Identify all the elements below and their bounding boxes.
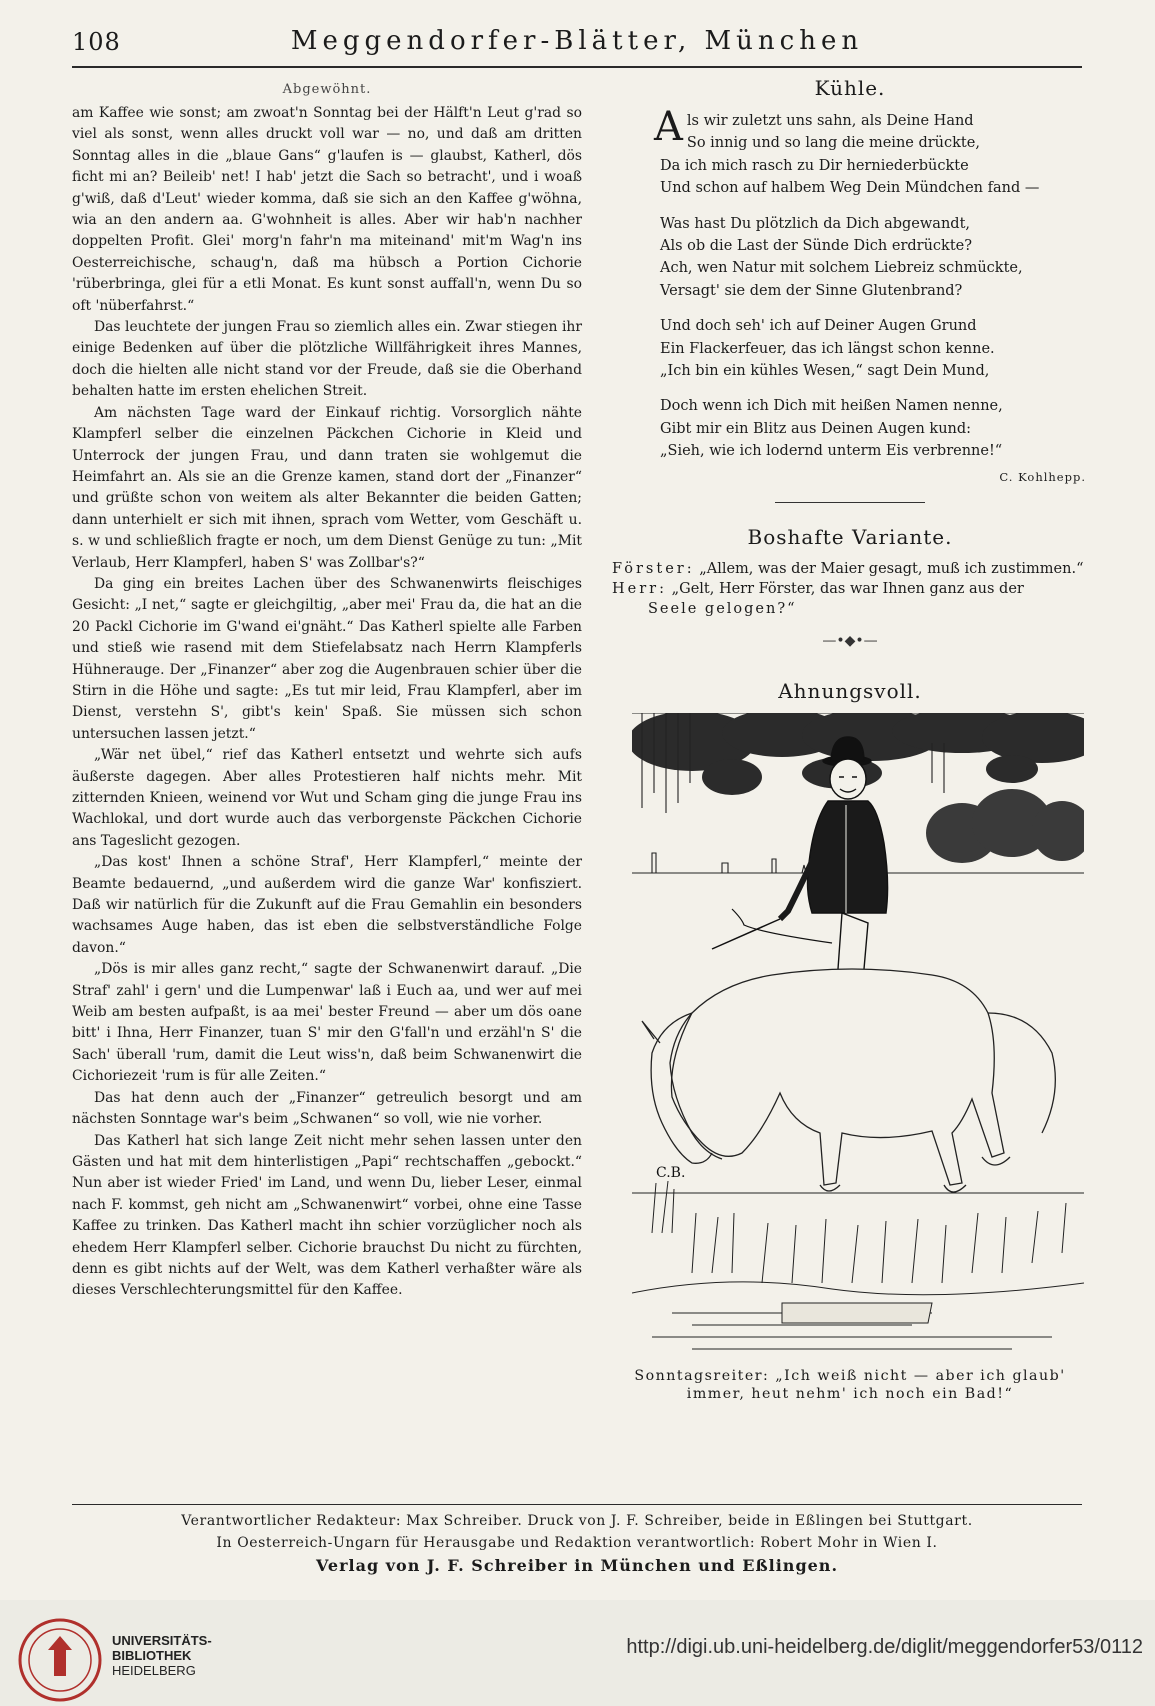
story-paragraph: Da ging ein breites Lachen über des Schwanenwirts fleischiges Gesicht: „I net,“ sagte er gleichgiltig, „aber mei' Frau da, die hat an die 20 Packl Cichorie im G'wand ei'gnäht.“ Das Katherl spielte alle Farben und stieß wie rasend mit dem Stiefelabsatz nach Herrn Klampferls Hühnerauge. Der „Finanzer“ aber zog die Augenbrauen schier über die Stirn in die Höhe und sagte: „Es tut mir leid, Frau Klampferl, aber im Dienst, verstehn S', gibt's kein' Spaß. Sie müssen sich schon untersuchen lassen jetzt.“ [72,575,582,742]
university-seal-icon [14,1614,106,1706]
story-paragraph: Das hat denn auch der „Finanzer“ getreulich besorgt und am nächsten Sonntage war's beim „Schwanen“ so voll, wie nie vorher. [72,1089,582,1128]
poem-line: Und doch seh' ich auf Deiner Augen Grund [660,318,977,335]
poem-line: Und schon auf halbem Weg Dein Mündchen fand — [660,180,1040,197]
header-rule [72,66,1082,68]
poem-author: C. Kohlhepp. [999,469,1086,484]
caption-line: immer, heut nehm' ich noch ein Bad!“ [686,1385,1014,1402]
dialog-line [612,579,1088,619]
poem-stanza [660,315,1088,382]
cartoon-caption [612,1367,1088,1403]
library-name-line: BIBLIOTHEK [112,1648,192,1663]
page-number: 108 [72,28,121,56]
story-paragraph: am Kaffee wie sonst; am zwoat'n Sonntag bei der Hälft'n Leut g'rad so viel als sonst, wenn alles druckt voll war — no, und daß am dritten Sonntag alles in die „blaue Gans“ g'laufen is — glaubst, Katherl, dös ficht mi an? Beileib' net! I hab' jetzt die Sach so betracht', und i woaß g'wiß, daß d'Leut' wieder komma, daß sie sich an den Kaffee g'wöhna, wia an den andern aa. G'wohnheit is alles. Aber wir hab'n nachher doppelten Profit. Glei' morg'n fahr'n ma miteinand' mit'm Wag'n ins Oesterreichische, schaug'n, daß ma hübsch a Portion Cichorie 'rüberbringa, glei für a etli Monat. Es kunt sonst auffall'n, wenn Du so oft 'nüberfahrst.“ [72,105,582,314]
variant-dialog [612,559,1088,619]
poem-kuehle [612,76,1088,503]
caption-line: Sonntagsreiter: „Ich weiß nicht — aber ich glaub' [634,1367,1066,1384]
story-paragraph: „Wär net übel,“ rief das Katherl entsetzt und wehrte sich aufs äußerste dagegen. Aber alles Protestieren half nichts mehr. Mit zitternden Knieen, weinend vor Wut und Scham ging die junge Frau ins Wachlokal, und dort wurde auch das verborgenste Päckchen Cichorie ans Tageslicht gezogen. [72,747,582,849]
speaker-label: Förster: [612,560,695,577]
drop-cap: A [654,104,683,150]
library-name-line: HEIDELBERG [112,1663,196,1678]
dialog-line [612,559,1088,579]
source-url-link[interactable]: http://digi.ub.uni-heidelberg.de/diglit/meggendorfer53/0112 [626,1636,1143,1658]
poem-stanza [654,104,1088,200]
poem-title: Kühle. [814,76,886,100]
horse-rider-drawing [632,713,1084,1361]
poem-stanza [660,213,1088,303]
poem-line: „Ich bin ein kühles Wesen,“ sagt Dein Mund, [660,363,990,380]
story-paragraph: Das Katherl hat sich lange Zeit nicht mehr sehen lassen unter den Gästen und hat mit dem hinterlistigen „Papi“ rechtschaffen „gebockt.“ Nun aber ist wieder Fried' im Land, und wenn Du, lieber Leser, einmal nach F. kommst, geh nicht am „Schwanenwirt“ vorbei, ohne eine Tasse Kaffee zu trinken. Das Katherl macht ihn schier vorzüglicher noch als ehedem Herr Klampferl selber. Cichorie brauchst Du nicht zu fürchten, denn es gibt nichts auf der Welt, was dem Katherl verhaßter wäre als dieses Verschlechterungsmittel für den Kaffee. [72,1132,582,1299]
imprint [72,1510,1082,1578]
poem-line: Was hast Du plötzlich da Dich abgewandt, [660,215,971,232]
poem-line: Gibt mir ein Blitz aus Deinen Augen kund: [660,420,972,437]
story-text [72,103,582,1302]
cartoon-section [612,679,1088,1403]
imprint-line: In Oesterreich-Ungarn für Herausgabe und Redaktion verantwortlich: Robert Mohr in Wien I. [216,1535,938,1551]
right-column [612,70,1088,1403]
story-paragraph: Das leuchtete der jungen Frau so ziemlich alles ein. Zwar stiegen ihr einige Bedenken auf über die plötzliche Willfährigkeit ihres Mannes, doch die hielten alle nicht stand vor der Freude, daß sie die Oberhand behalten hatte im ersten ehelichen Streit. [72,319,582,400]
poem-line: Da ich mich rasch zu Dir herniederbückte [660,157,969,174]
variant-title: Boshafte Variante. [747,524,953,549]
story-paragraph: Am nächsten Tage ward der Einkauf richtig. Vorsorglich nähte Klampferl selber die einzelnen Päckchen Cichorie in Kleid und Unterrock der jungen Frau, und dann traten sie wohlgemut die Heimfahrt an. Als sie an die Grenze kamen, stand dort der „Finanzer“ und grüßte schon von weitem als alter Bekannter die beiden Gatten; dann unterhielt er sich mit ihnen, sprach vom Wetter, vom Geschäft u. s. w und schließlich fragte er noch, um dem Dienst Genüge zu tun: „Mit Verlaub, Herr Klampferl, haben S' was Zollbar's?“ [72,404,582,571]
page-header [72,24,1082,64]
poem-line: Ach, wen Natur mit solchem Liebreiz schmückte, [660,260,1023,277]
speaker-label: Herr: [612,580,667,597]
artist-signature: C.B. [656,1164,686,1181]
dialog-text: „Gelt, Herr Förster, das war Ihnen ganz aus der [671,580,1024,597]
story-running-title: Abgewöhnt. [282,82,372,97]
library-name-line: UNIVERSITÄTS- [112,1633,212,1648]
poem-line: Als ob die Last der Sünde Dich erdrückte? [660,238,973,255]
poem-line: Ein Flackerfeuer, das ich längst schon kenne. [660,340,995,357]
poem-line: „Sieh, wie ich lodernd unterm Eis verbrenne!“ [660,443,1003,460]
dialog-text-continued: Seele gelogen?“ [648,600,797,617]
page-title: Meggendorfer-Blätter, München [290,26,864,56]
section-divider [775,502,925,503]
poem-line: Doch wenn ich Dich mit heißen Namen nenne, [660,398,1003,415]
imprint-line: Verantwortlicher Redakteur: Max Schreiber. Druck von J. F. Schreiber, beide in Eßlingen bei Stuttgart. [181,1513,973,1529]
ornament-divider: —•◆•— [822,632,878,649]
publisher-line: Verlag von J. F. Schreiber in München und Eßlingen. [315,1556,839,1575]
cartoon-title: Ahnungsvoll. [778,678,922,703]
story-column [72,78,582,1302]
library-name [112,1633,212,1678]
dialog-text: „Allem, was der Maier gesagt, muß ich zustimmen.“ [699,560,1084,577]
story-paragraph: „Das kost' Ihnen a schöne Straf', Herr Klampferl,“ meinte der Beamte bedauernd, „und außerdem wird die ganze War' konfisziert. Daß wir natürlich für die Zukunft auf die Frau Gemahlin ein besonders wachsames Auge haben, das ist eben die selbstverständliche Folge davon.“ [72,854,582,956]
poem-stanza [660,395,1088,462]
poem-line: So innig und so lang die meine drückte, [686,135,980,152]
story-paragraph: „Dös is mir alles ganz recht,“ sagte der Schwanenwirt darauf. „Die Straf' zahl' i gern' und die Lumpenwar' laß i Euch aa, und wer auf mei Weib am besten aufpaßt, is aa mei' bester Freund — aber um dös oane bitt' i Ihna, Herr Finanzer, tuan S' mir den G'fall'n und erzähl'n S' die Sach' überall 'rum, damit die Leut wiss'n, daß beim Schwanenwirt die Cichoriezeit 'rum is für alle Zeiten.“ [72,961,582,1085]
footer-rule [72,1504,1082,1505]
poem-line: Versagt' sie dem der Sinne Glutenbrand? [660,282,963,299]
rider-illustration [632,713,1084,1361]
poem-line: Als wir zuletzt uns sahn, als Deine Hand [654,104,974,150]
variant-section [612,525,1088,649]
digitization-bar [0,1600,1155,1703]
